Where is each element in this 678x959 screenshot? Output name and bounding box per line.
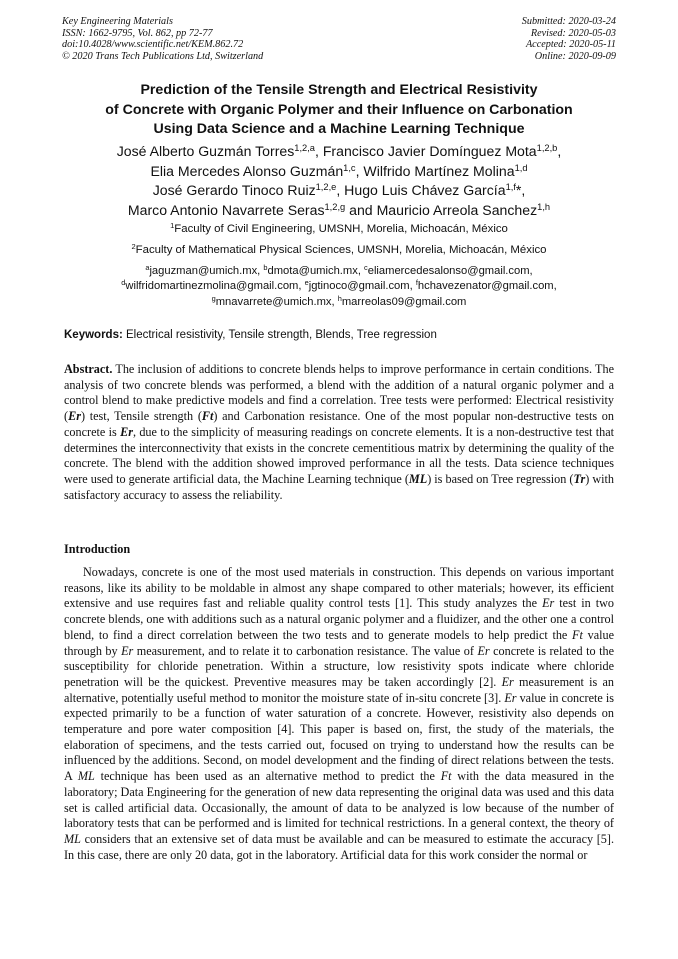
email-line — [40, 295, 638, 310]
author-name: Elia Mercedes Alonso Guzmán — [150, 162, 344, 179]
title-line: Prediction of the Tensile Strength and Electrical Resistivity — [140, 82, 538, 98]
email-link[interactable]: wilfridomartinezmolina@gmail.com, — [125, 280, 305, 293]
author-sep: , — [336, 182, 345, 198]
author-line — [40, 201, 638, 221]
author-sep: , — [355, 162, 364, 179]
journal-name: Key Engineering Materials — [62, 16, 173, 27]
email-line — [40, 279, 638, 294]
author-name: Wilfrido Martínez Molina — [363, 162, 515, 179]
email-sup: g — [211, 293, 216, 303]
copyright-line: © 2020 Trans Tech Publications Ltd, Switzerland — [62, 50, 264, 62]
author-name: Hugo Luis Chávez García — [344, 182, 506, 198]
abstract-text: ) test, Tensile strength ( — [80, 409, 202, 424]
author-line — [40, 181, 638, 201]
author-sep: *, — [515, 182, 526, 198]
revised-date: Revised: 2020-05-03 — [530, 27, 616, 39]
symbol-ml: ML — [408, 471, 428, 486]
email-sup: b — [263, 262, 268, 272]
symbol-ft: Ft — [572, 627, 583, 642]
author-sep: and — [345, 201, 377, 218]
author-name: José Alberto Guzmán Torres — [116, 143, 295, 159]
email-link[interactable]: marreolas09@gmail.com — [341, 295, 467, 308]
paper-title — [40, 81, 638, 140]
email-sup: h — [337, 293, 342, 303]
keywords-line — [64, 329, 624, 341]
issn-line: ISSN: 1662-9795, Vol. 862, pp 72-77 — [62, 27, 213, 39]
body-text: Nowadays, concrete is one of the most used materials in construction. This depends on various important reasons, like its ability to be moldable in almost any shape compared to other materials; however, its efficient extensive and use requires fast and reliable quality control tests [1]. This study analyzes the — [64, 565, 614, 611]
body-text: measurement, and to relate it to carbonation resistance. The value of — [133, 643, 478, 658]
body-text: test in two concrete blends, one with additions such as a natural organic polymer and a fluidizer, and the other one a control blend, to find a direct correlation between the two tests and to generate models to help predict the — [64, 596, 614, 642]
email-sup: f — [415, 278, 418, 288]
submitted-date: Submitted: 2020-03-24 — [521, 16, 616, 27]
abstract-text: ) with satisfactory accuracy to assess the reliability. — [64, 471, 614, 502]
author-line — [40, 142, 638, 162]
body-text: with the data measured in the laboratory; Data Engineering for the generation of new data representing the original data was used and this data set is called artificial data. Occasionally, the amount of data to be analyzed is low because of the number of laboratory tests that can be performed and is limited for technical restrictions. In a general context, the theory of — [64, 769, 614, 831]
email-link[interactable]: jaguzman@umich.mx, — [149, 265, 264, 277]
author-sup: 1,2,e — [315, 181, 337, 192]
author-sup: 1,f — [505, 181, 516, 192]
symbol-er: Er — [120, 424, 133, 439]
affiliation-1 — [40, 222, 638, 237]
affiliation-sup: 1 — [170, 220, 175, 230]
body-text: value in concrete is expected primarily to be a function of water saturation of a concrete. However, resistivity also depends on temperature and pore water composition [4]. This paper is based on, first, the study of the materials, the elaboration of specimens, and the tests carried out, focused on trying to understand how the results can be influenced by the additions. Second, on model development and the finding of direct relations between the tests. A — [64, 690, 614, 784]
author-sup: 1,h — [537, 201, 551, 212]
author-name: Marco Antonio Navarrete Seras — [127, 201, 325, 218]
author-name: Francisco Javier Domínguez Mota — [322, 143, 537, 159]
affiliation-2 — [40, 243, 638, 258]
author-list — [40, 142, 638, 220]
symbol-er: Er — [542, 596, 555, 611]
section-heading: Introduction — [64, 542, 131, 556]
abstract-text: , due to the simplicity of measuring readings on concrete elements. It is a non-destructive test that determines the interconnectivity that exists in the concrete cementitious matrix by determining the quality of the concrete. The blend with the addition showed improved performance in all the tests. Data science techniques were used to generate artificial data, the Machine Learning technique ( — [64, 424, 614, 486]
affiliation-sup: 2 — [131, 241, 136, 251]
abstract-text: ) and Carbonation resistance. One of the most popular non-destructive tests on concrete is — [64, 409, 614, 439]
author-name: Mauricio Arreola Sanchez — [376, 201, 538, 218]
title-line: of Concrete with Organic Polymer and their Influence on Carbonation — [105, 101, 573, 118]
abstract-label: Abstract. — [64, 362, 113, 376]
body-text: concrete is related to the susceptibility for chloride penetration. Within a structure, low resistivity spots indicate where chloride penetration will be the quickest. Preventive measures may be taken accordingly [2]. — [64, 643, 614, 689]
email-sup: d — [121, 278, 126, 288]
symbol-ft: Ft — [201, 409, 214, 424]
affiliation-text: Faculty of Civil Engineering, UMSNH, Morelia, Michoacán, México — [174, 223, 508, 235]
email-link[interactable]: jgtinoco@gmail.com, — [308, 280, 416, 293]
author-sup: 1,2,b — [536, 142, 558, 153]
author-sep: , — [314, 143, 323, 159]
symbol-ft: Ft — [440, 769, 452, 784]
online-date: Online: 2020-09-09 — [534, 50, 616, 62]
symbol-ml: ML — [64, 831, 81, 846]
email-sup: a — [145, 262, 150, 272]
journal-metadata — [62, 16, 263, 62]
body-text: considers that an extensive set of data must be available and can be measured to estimate the accuracy [5]. In this case, there are only 20 data, got in the laboratory. Artificial data for this work consider the normal or — [64, 831, 614, 862]
email-sup: c — [364, 262, 368, 272]
author-name: José Gerardo Tinoco Ruiz — [152, 182, 316, 198]
author-sup: 1,c — [343, 162, 356, 173]
publication-dates — [522, 16, 616, 62]
symbol-tr: Tr — [573, 471, 586, 486]
email-link[interactable]: dmota@umich.mx, — [267, 265, 365, 277]
author-sep: , — [557, 143, 562, 159]
symbol-er: Er — [477, 643, 490, 658]
symbol-er: Er — [121, 643, 134, 658]
introduction-paragraph — [64, 565, 614, 863]
symbol-ml: ML — [77, 769, 95, 784]
email-link[interactable]: hchavezenator@gmail.com, — [417, 280, 557, 293]
symbol-er: Er — [68, 409, 81, 424]
email-list — [40, 264, 638, 310]
author-sup: 1,2,g — [324, 201, 346, 212]
abstract-text: The inclusion of additions to concrete blends helps to improve performance in certain conditions. The analysis of two concrete blends was performed, a blend with the addition of a natural organic polymer and a control blend to make predictive models and find a correlation. Tree tests were performed: Electrical resistivity ( — [64, 362, 614, 424]
keywords-label: Keywords: — [64, 329, 123, 341]
symbol-er: Er — [501, 674, 514, 689]
affiliation-text: Faculty of Mathematical Physical Sciences, UMSNH, Morelia, Michoacán, México — [135, 244, 547, 256]
symbol-er: Er — [504, 690, 517, 705]
abstract-text: ) is based on Tree regression ( — [427, 471, 574, 486]
email-sup: e — [304, 278, 309, 288]
accepted-date: Accepted: 2020-05-11 — [525, 39, 616, 51]
author-sup: 1,d — [514, 162, 528, 173]
body-text: value through by — [64, 627, 614, 658]
doi-line[interactable]: doi:10.4028/www.scientific.net/KEM.862.72 — [62, 39, 244, 51]
body-text: technique has been used as an alternative method to predict the — [94, 769, 441, 784]
title-line: Using Data Science and a Machine Learning Technique — [153, 121, 525, 137]
author-sup: 1,2,a — [294, 142, 315, 153]
email-link[interactable]: eliamercedesalonso@gmail.com, — [367, 265, 533, 277]
body-text: measurement is an alternative, potentially useful method to monitor the moisture state of in-situ concrete [3]. — [64, 674, 615, 705]
author-line — [40, 162, 638, 182]
email-line — [40, 264, 638, 279]
email-link[interactable]: mnavarrete@umich.mx, — [215, 295, 338, 308]
abstract-paragraph — [64, 362, 614, 503]
keywords-text: Electrical resistivity, Tensile strength, Blends, Tree regression — [122, 329, 437, 341]
